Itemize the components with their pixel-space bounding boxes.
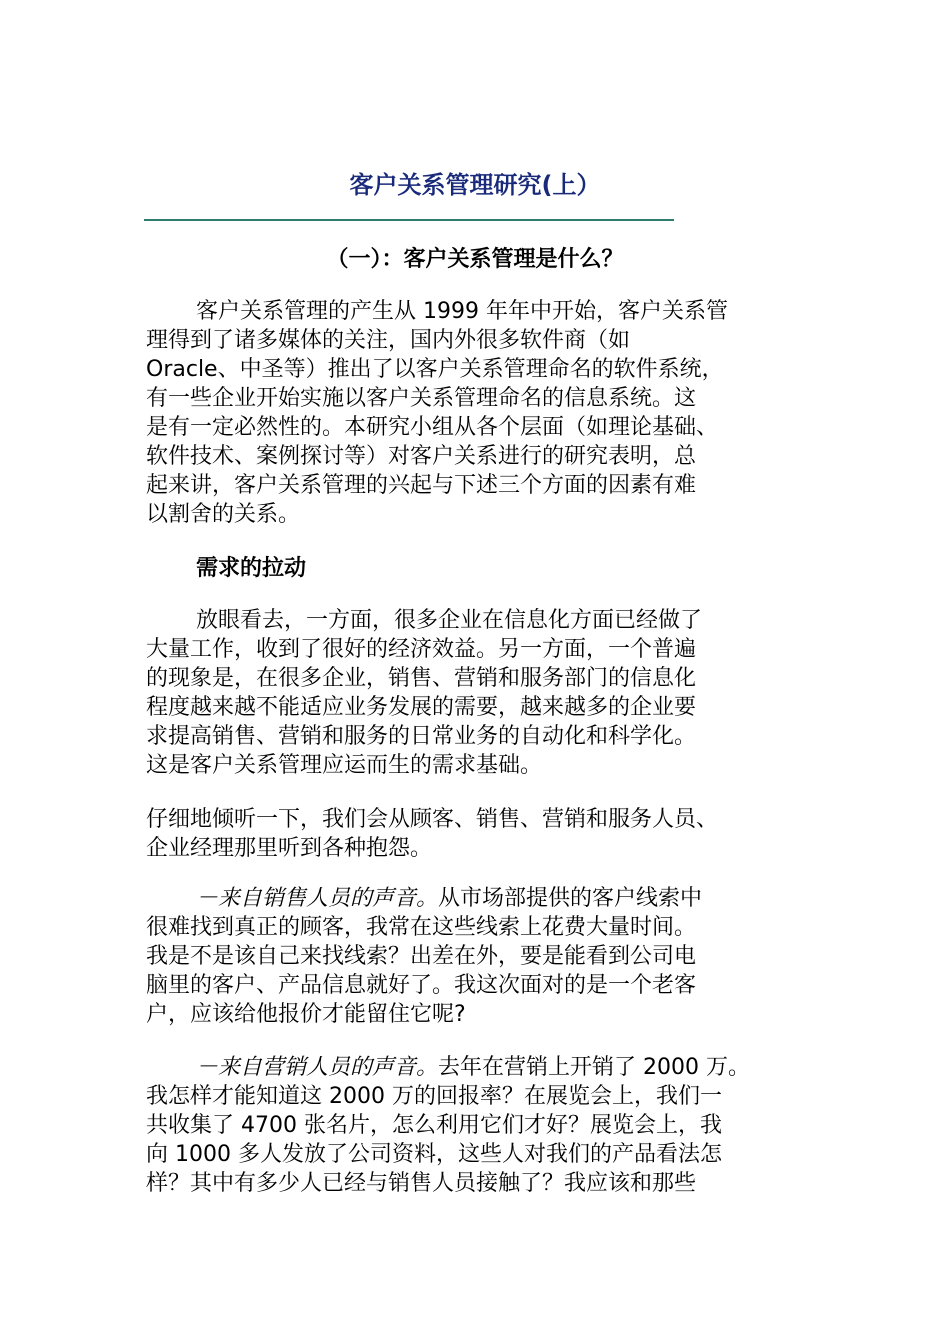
paragraph-line: 是有一定必然性的。本研究小组从各个层面（如理论基础、 — [146, 415, 719, 440]
paragraph-line: 户，应该给他报价才能留住它呢? — [146, 1002, 466, 1027]
paragraph-line: 共收集了 4700 张名片，怎么利用它们才好？展览会上，我 — [146, 1113, 722, 1138]
paragraph-line: Oracle、中圣等）推出了以客户关系管理命名的软件系统， — [146, 357, 724, 382]
paragraph-line: 的现象是，在很多企业，销售、营销和服务部门的信息化 — [146, 666, 697, 691]
paragraph-line: 仔细地倾听一下，我们会从顾客、销售、营销和服务人员、 — [146, 807, 719, 832]
page-title: 客户关系管理研究(上） — [349, 171, 601, 199]
paragraph-line: 大量工作，收到了很好的经济效益。另一方面，一个普遍 — [146, 637, 697, 662]
demand-heading: 需求的拉动 — [196, 556, 307, 581]
paragraph-line: 以割舍的关系。 — [146, 502, 301, 527]
paragraph-line: 脑里的客户、产品信息就好了。我这次面对的是一个老客 — [146, 973, 697, 998]
paragraph-line: 企业经理那里听到各种抱怨。 — [146, 836, 433, 861]
marketing-voice-label: －来自营销人员的声音。 — [196, 1055, 439, 1080]
paragraph-line: 放眼看去，一方面，很多企业在信息化方面已经做了 — [196, 608, 703, 633]
paragraph-line: 客户关系管理的产生从 1999 年年中开始，客户关系管 — [196, 299, 728, 324]
paragraph-line: 很难找到真正的顾客，我常在这些线索上花费大量时间。 — [146, 915, 697, 940]
intro-paragraph — [146, 297, 806, 529]
marketing-voice-first-line: 去年在营销上开销了 2000 万。 — [438, 1055, 750, 1080]
section-title: （一）：客户关系管理是什么？ — [326, 247, 624, 272]
paragraph-line: 有一些企业开始实施以客户关系管理命名的信息系统。这 — [146, 386, 697, 411]
sales-voice-label: －来自销售人员的声音。 — [196, 886, 439, 911]
marketing-voice-paragraph — [146, 1053, 806, 1198]
paragraph-line: 我是不是该自己来找线索？出差在外，要是能看到公司电 — [146, 944, 697, 969]
paragraph-line: 起来讲，客户关系管理的兴起与下述三个方面的因素有难 — [146, 473, 697, 498]
listen-paragraph — [146, 805, 806, 863]
paragraph-line: 这是客户关系管理应运而生的需求基础。 — [146, 753, 543, 778]
paragraph-line: 样？其中有多少人已经与销售人员接触了？我应该和那些 — [146, 1171, 697, 1196]
paragraph-line: 程度越来越不能适应业务发展的需要，越来越多的企业要 — [146, 695, 697, 720]
paragraph-line: 软件技术、案例探讨等）对客户关系进行的研究表明，总 — [146, 444, 697, 469]
paragraph-line: 理得到了诸多媒体的关注，国内外很多软件商（如 — [146, 328, 631, 353]
paragraph-line: 求提高销售、营销和服务的日常业务的自动化和科学化。 — [146, 724, 697, 749]
paragraph-line — [146, 1053, 806, 1082]
paragraph-line: 我怎样才能知道这 2000 万的回报率？在展览会上，我们一 — [146, 1084, 722, 1109]
paragraph-line: 向 1000 多人发放了公司资料，这些人对我们的产品看法怎 — [146, 1142, 722, 1167]
sales-voice-paragraph — [146, 884, 806, 1029]
paragraph-line — [146, 884, 806, 913]
demand-paragraph — [146, 606, 806, 780]
sales-voice-first-line: 从市场部提供的客户线索中 — [438, 886, 703, 911]
title-divider — [144, 219, 674, 221]
